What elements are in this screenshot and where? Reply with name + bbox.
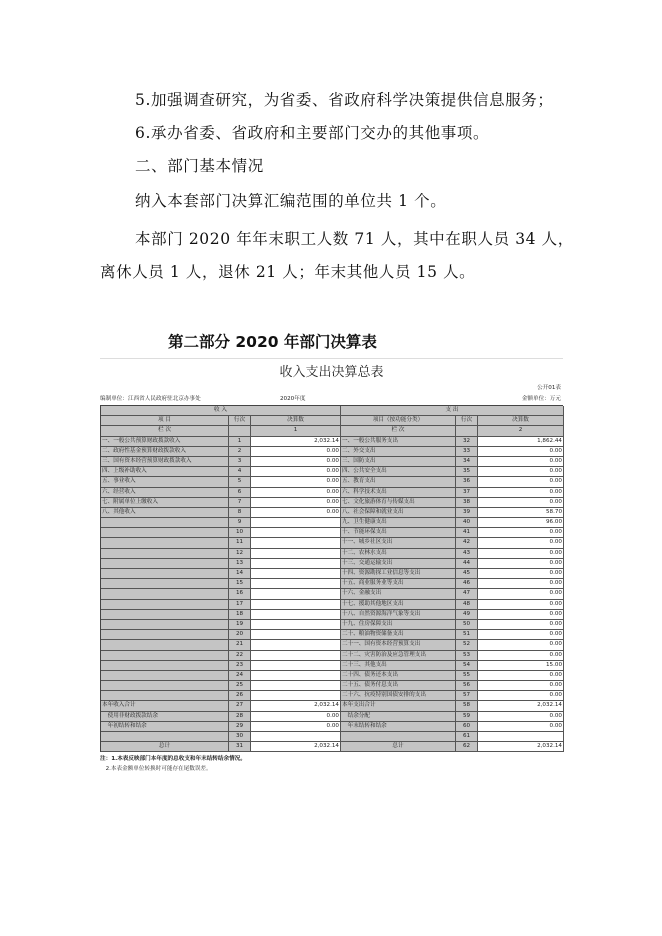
expense-item: 八、社会保障和就业支出 xyxy=(341,508,456,518)
income-amount xyxy=(251,579,341,589)
expense-amount: 0.00 xyxy=(478,559,564,569)
expense-line-no: 56 xyxy=(456,681,478,691)
income-amount xyxy=(251,589,341,599)
income-item: 二、政府性基金预算财政拨款收入 xyxy=(101,447,229,457)
expense-amount: 0.00 xyxy=(478,589,564,599)
expense-amount: 0.00 xyxy=(478,538,564,548)
expense-line-no: 40 xyxy=(456,518,478,528)
income-amount xyxy=(251,691,341,701)
income-line-no: 13 xyxy=(229,559,251,569)
col-amount-right: 决算数 xyxy=(478,416,564,426)
section-heading: 二、部门基本情况 xyxy=(135,157,264,175)
expense-item: 本年支出合计 xyxy=(341,701,456,711)
expense-item: 十八、自然资源海洋气象等支出 xyxy=(341,610,456,620)
col-item: 项 目 xyxy=(101,416,229,426)
expense-amount: 0.00 xyxy=(478,712,564,722)
expense-item: 十四、资源勘探工业信息等支出 xyxy=(341,569,456,579)
income-line-no: 26 xyxy=(229,691,251,701)
expense-line-no: 33 xyxy=(456,447,478,457)
expense-item: 六、科学技术支出 xyxy=(341,488,456,498)
expense-amount: 2,032.14 xyxy=(478,742,564,752)
col-lanci-blank xyxy=(229,426,251,436)
expense-item: 二十二、灾害防治及应急管理支出 xyxy=(341,651,456,661)
income-line-no: 31 xyxy=(229,742,251,752)
expense-item: 十二、农林水支出 xyxy=(341,549,456,559)
expense-line-no: 46 xyxy=(456,579,478,589)
income-item xyxy=(101,671,229,681)
income-line-no: 27 xyxy=(229,701,251,711)
income-item: 八、其他收入 xyxy=(101,508,229,518)
income-line-no: 9 xyxy=(229,518,251,528)
income-item: 本年收入合计 xyxy=(101,701,229,711)
income-item xyxy=(101,630,229,640)
income-line-no: 8 xyxy=(229,508,251,518)
income-amount: 0.00 xyxy=(251,722,341,732)
expense-item: 二十、粮油物资储备支出 xyxy=(341,630,456,640)
expense-line-no: 49 xyxy=(456,610,478,620)
income-item xyxy=(101,589,229,599)
income-line-no: 25 xyxy=(229,681,251,691)
income-amount xyxy=(251,559,341,569)
income-item xyxy=(101,518,229,528)
note-1: 注：1.本表反映部门本年度的总收支和年末结转结余情况。 xyxy=(100,756,246,763)
col-item-right: 项目（按功能分类） xyxy=(341,416,456,426)
income-item xyxy=(101,579,229,589)
expense-amount: 0.00 xyxy=(478,630,564,640)
income-amount xyxy=(251,661,341,671)
income-amount xyxy=(251,569,341,579)
expense-line-no: 57 xyxy=(456,691,478,701)
section-title: 第二部分 2020 年部门决算表 xyxy=(168,333,377,351)
expense-line-no: 34 xyxy=(456,457,478,467)
expense-amount: 0.00 xyxy=(478,579,564,589)
paragraph-5: 离休人员 1 人，退休 21 人；年末其他人员 15 人。 xyxy=(100,263,476,281)
expense-line-no: 61 xyxy=(456,732,478,742)
income-amount xyxy=(251,528,341,538)
expense-item: 九、卫生健康支出 xyxy=(341,518,456,528)
col-number-1: 1 xyxy=(251,426,341,436)
income-line-no: 20 xyxy=(229,630,251,640)
income-line-no: 4 xyxy=(229,467,251,477)
expense-item: 一、一般公共服务支出 xyxy=(341,437,456,447)
income-amount xyxy=(251,651,341,661)
paragraph-1: 5.加强调查研究，为省委、省政府科学决策提供信息服务； xyxy=(135,91,554,109)
income-amount: 2,032.14 xyxy=(251,742,341,752)
income-amount: 0.00 xyxy=(251,488,341,498)
expense-item: 二十四、债务还本支出 xyxy=(341,671,456,681)
col-line-right: 行次 xyxy=(456,416,478,426)
income-expense-table xyxy=(100,358,563,772)
income-amount: 0.00 xyxy=(251,477,341,487)
expense-item: 四、公共安全支出 xyxy=(341,467,456,477)
income-line-no: 14 xyxy=(229,569,251,579)
income-amount xyxy=(251,600,341,610)
expense-item: 十三、交通运输支出 xyxy=(341,559,456,569)
expense-line-no: 36 xyxy=(456,477,478,487)
income-amount xyxy=(251,732,341,742)
expense-amount: 0.00 xyxy=(478,610,564,620)
income-line-no: 15 xyxy=(229,579,251,589)
expense-amount: 0.00 xyxy=(478,691,564,701)
expense-amount: 0.00 xyxy=(478,447,564,457)
expense-amount: 0.00 xyxy=(478,681,564,691)
income-amount: 2,032.14 xyxy=(251,437,341,447)
income-line-no: 22 xyxy=(229,651,251,661)
income-item: 三、国有资本经营预算财政拨款收入 xyxy=(101,457,229,467)
income-item xyxy=(101,620,229,630)
income-item xyxy=(101,610,229,620)
expense-item: 二十五、债务付息支出 xyxy=(341,681,456,691)
expense-item: 十、节能环保支出 xyxy=(341,528,456,538)
income-item: 总计 xyxy=(101,742,229,752)
income-item xyxy=(101,651,229,661)
expense-line-no: 44 xyxy=(456,559,478,569)
income-line-no: 19 xyxy=(229,620,251,630)
income-item: 五、事业收入 xyxy=(101,477,229,487)
expense-line-no: 39 xyxy=(456,508,478,518)
paragraph-3: 纳入本套部门决算汇编范围的单位共 1 个。 xyxy=(135,192,447,210)
expense-line-no: 45 xyxy=(456,569,478,579)
expense-amount: 0.00 xyxy=(478,498,564,508)
expense-amount: 15.00 xyxy=(478,661,564,671)
expense-line-no: 32 xyxy=(456,437,478,447)
income-amount: 0.00 xyxy=(251,508,341,518)
expense-item: 二、外交支出 xyxy=(341,447,456,457)
expense-amount: 0.00 xyxy=(478,467,564,477)
expense-amount: 1,862.44 xyxy=(478,437,564,447)
expense-item: 年末结转和结余 xyxy=(341,722,456,732)
expense-amount: 58.70 xyxy=(478,508,564,518)
expense-amount: 0.00 xyxy=(478,569,564,579)
expense-amount: 0.00 xyxy=(478,488,564,498)
compiling-unit: 编制单位：江西省人民政府驻北京办事处 xyxy=(100,396,201,402)
income-item: 四、上级补助收入 xyxy=(101,467,229,477)
col-lanci: 栏 次 xyxy=(101,426,229,436)
expense-amount: 0.00 xyxy=(478,722,564,732)
expense-line-no: 51 xyxy=(456,630,478,640)
expense-line-no: 53 xyxy=(456,651,478,661)
income-item xyxy=(101,600,229,610)
expense-line-no: 38 xyxy=(456,498,478,508)
income-line-no: 24 xyxy=(229,671,251,681)
income-item xyxy=(101,661,229,671)
income-item: 使用非财政拨款结余 xyxy=(101,712,229,722)
expense-amount: 0.00 xyxy=(478,477,564,487)
income-amount xyxy=(251,681,341,691)
income-amount xyxy=(251,671,341,681)
income-line-no: 30 xyxy=(229,732,251,742)
currency-unit: 金额单位：万元 xyxy=(521,396,561,402)
income-line-no: 17 xyxy=(229,600,251,610)
income-amount xyxy=(251,538,341,548)
income-amount: 0.00 xyxy=(251,712,341,722)
income-line-no: 12 xyxy=(229,549,251,559)
table-grid xyxy=(100,405,563,752)
income-amount xyxy=(251,610,341,620)
expense-line-no: 52 xyxy=(456,640,478,650)
expense-amount: 0.00 xyxy=(478,640,564,650)
income-item: 六、经营收入 xyxy=(101,488,229,498)
income-line-no: 11 xyxy=(229,538,251,548)
col-lanci-right: 栏 次 xyxy=(341,426,456,436)
income-item: 一、一般公共预算财政拨款收入 xyxy=(101,437,229,447)
expense-amount: 2,032.14 xyxy=(478,701,564,711)
income-item: 年初结转和结余 xyxy=(101,722,229,732)
income-line-no: 7 xyxy=(229,498,251,508)
income-line-no: 29 xyxy=(229,722,251,732)
expense-item: 五、教育支出 xyxy=(341,477,456,487)
income-item xyxy=(101,732,229,742)
expense-line-no: 37 xyxy=(456,488,478,498)
form-number: 公开01表 xyxy=(537,385,561,391)
income-line-no: 1 xyxy=(229,437,251,447)
expense-amount: 0.00 xyxy=(478,600,564,610)
col-lanci-blank-right xyxy=(456,426,478,436)
income-item: 七、附属单位上缴收入 xyxy=(101,498,229,508)
expense-header: 支 出 xyxy=(341,406,564,416)
income-item xyxy=(101,549,229,559)
expense-line-no: 59 xyxy=(456,712,478,722)
income-line-no: 28 xyxy=(229,712,251,722)
income-line-no: 10 xyxy=(229,528,251,538)
income-item xyxy=(101,691,229,701)
expense-item: 二十一、国有资本经营预算支出 xyxy=(341,640,456,650)
expense-amount: 0.00 xyxy=(478,528,564,538)
expense-amount: 0.00 xyxy=(478,549,564,559)
income-item xyxy=(101,559,229,569)
table-title: 收入支出决算总表 xyxy=(100,358,563,387)
expense-amount: 0.00 xyxy=(478,620,564,630)
expense-amount: 0.00 xyxy=(478,457,564,467)
expense-line-no: 47 xyxy=(456,589,478,599)
col-amount: 决算数 xyxy=(251,416,341,426)
expense-item: 七、文化旅游体育与传媒支出 xyxy=(341,498,456,508)
expense-line-no: 50 xyxy=(456,620,478,630)
col-number-2: 2 xyxy=(478,426,564,436)
note-2: 2.本表金额单位转换时可能存在尾数误差。 xyxy=(100,766,212,773)
expense-line-no: 43 xyxy=(456,549,478,559)
expense-amount xyxy=(478,732,564,742)
paragraph-4: 本部门 2020 年年末职工人数 71 人，其中在职人员 34 人， xyxy=(135,230,574,248)
expense-line-no: 55 xyxy=(456,671,478,681)
expense-item: 十六、金融支出 xyxy=(341,589,456,599)
income-item xyxy=(101,681,229,691)
col-line: 行次 xyxy=(229,416,251,426)
expense-item: 结余分配 xyxy=(341,712,456,722)
income-amount: 0.00 xyxy=(251,467,341,477)
income-line-no: 16 xyxy=(229,589,251,599)
income-item xyxy=(101,640,229,650)
expense-line-no: 42 xyxy=(456,538,478,548)
expense-item: 十九、住房保障支出 xyxy=(341,620,456,630)
expense-item: 二十六、抗疫特别国债安排的支出 xyxy=(341,691,456,701)
income-header: 收 入 xyxy=(101,406,341,416)
expense-line-no: 41 xyxy=(456,528,478,538)
income-line-no: 5 xyxy=(229,477,251,487)
expense-line-no: 58 xyxy=(456,701,478,711)
expense-item: 十一、城乡社区支出 xyxy=(341,538,456,548)
expense-item: 十七、援助其他地区支出 xyxy=(341,600,456,610)
expense-item: 总计 xyxy=(341,742,456,752)
fiscal-year: 2020年度 xyxy=(280,396,306,402)
income-line-no: 18 xyxy=(229,610,251,620)
income-amount xyxy=(251,518,341,528)
income-amount: 0.00 xyxy=(251,447,341,457)
expense-item xyxy=(341,732,456,742)
expense-item: 二十三、其他支出 xyxy=(341,661,456,671)
income-line-no: 21 xyxy=(229,640,251,650)
expense-line-no: 60 xyxy=(456,722,478,732)
expense-line-no: 62 xyxy=(456,742,478,752)
income-line-no: 3 xyxy=(229,457,251,467)
income-line-no: 6 xyxy=(229,488,251,498)
income-amount xyxy=(251,630,341,640)
expense-item: 十五、商业服务业等支出 xyxy=(341,579,456,589)
income-item xyxy=(101,528,229,538)
income-amount xyxy=(251,549,341,559)
income-amount: 0.00 xyxy=(251,457,341,467)
income-amount xyxy=(251,620,341,630)
income-item xyxy=(101,538,229,548)
income-amount: 2,032.14 xyxy=(251,701,341,711)
expense-line-no: 54 xyxy=(456,661,478,671)
expense-line-no: 48 xyxy=(456,600,478,610)
expense-item: 三、国防支出 xyxy=(341,457,456,467)
paragraph-2: 6.承办省委、省政府和主要部门交办的其他事项。 xyxy=(135,124,490,142)
income-amount: 0.00 xyxy=(251,498,341,508)
income-amount xyxy=(251,640,341,650)
income-line-no: 2 xyxy=(229,447,251,457)
expense-amount: 0.00 xyxy=(478,651,564,661)
income-item xyxy=(101,569,229,579)
expense-line-no: 35 xyxy=(456,467,478,477)
income-line-no: 23 xyxy=(229,661,251,671)
expense-amount: 96.00 xyxy=(478,518,564,528)
expense-amount: 0.00 xyxy=(478,671,564,681)
